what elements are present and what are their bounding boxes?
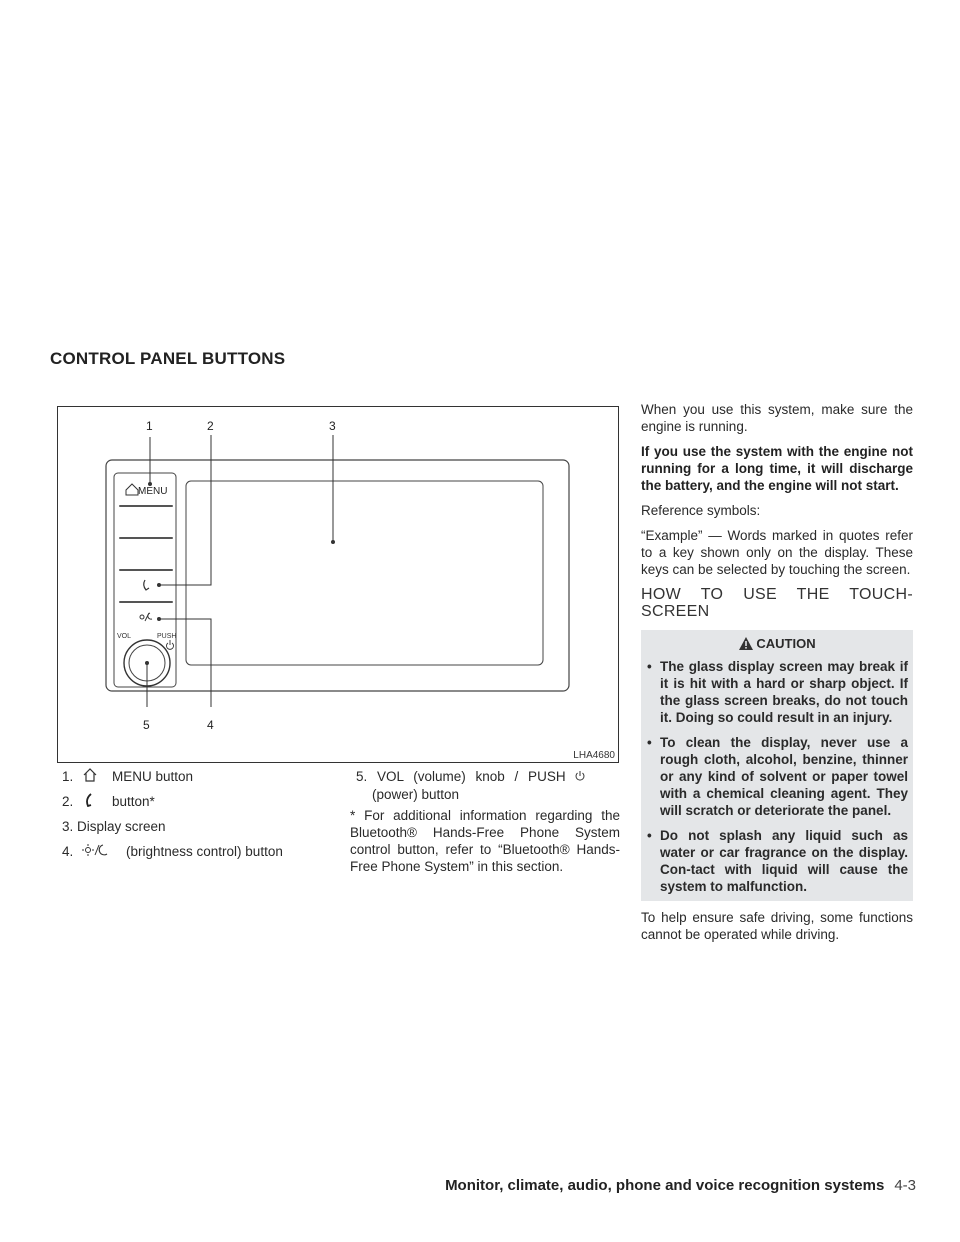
legend-item-3: 3. Display screen	[62, 819, 166, 834]
power-icon	[574, 769, 586, 786]
right-column	[641, 401, 913, 951]
control-panel-figure	[57, 406, 619, 763]
legend-item-1: 1. MENU button	[62, 768, 322, 793]
caution-item: • Do not splash any liquid such as water or car fragrance on the display. Con-tact with liquid will cause the system to malfunction.	[646, 827, 908, 895]
diagram-phone-icon	[144, 580, 149, 590]
head-unit-outline	[106, 460, 569, 691]
diagram-brightness-icon	[140, 613, 152, 621]
callout-4: 4	[207, 718, 214, 732]
legend-item-4: 4. (brightness control) button	[62, 843, 322, 868]
footer-title: Monitor, climate, audio, phone and voice recognition systems	[445, 1177, 885, 1194]
legend-item-2: 2. button*	[62, 793, 322, 818]
legend-column-2	[350, 768, 620, 875]
paragraph-example: “Example” — Words marked in quotes refer to a key shown only on the display. These keys can be selected by touching the screen.	[641, 528, 913, 577]
display-screen-outline	[186, 481, 543, 665]
touch-screen-heading: HOW TO USE THE TOUCH-SCREEN	[641, 586, 913, 620]
control-panel-diagram	[58, 407, 620, 764]
phone-icon	[82, 793, 112, 811]
callout-5: 5	[143, 718, 150, 732]
caution-item: • To clean the display, never use a rough cloth, alcohol, benzine, thinner or any kind of solvent or paper towel with a chemical cleaning agent. They will scratch or deteriorate the panel.	[646, 734, 908, 819]
push-label: PUSH	[157, 633, 177, 640]
page-number: 4-3	[894, 1177, 916, 1194]
legend-item-5: 5. VOL (volume) knob / PUSH (power) button	[350, 768, 620, 803]
paragraph-reference-symbols: Reference symbols:	[641, 503, 761, 518]
menu-label: MENU	[138, 486, 168, 497]
warning-icon	[738, 636, 754, 651]
legend-list	[62, 768, 322, 868]
callout-1: 1	[146, 419, 153, 433]
section-title: CONTROL PANEL BUTTONS	[50, 349, 286, 368]
diagram-power-icon	[167, 640, 174, 649]
paragraph-battery-warning: If you use the system with the engine not running for a long time, it will discharge the battery, and the engine will not start.	[641, 444, 913, 493]
page-footer	[445, 1177, 916, 1194]
callout-3: 3	[329, 419, 336, 433]
home-icon	[82, 768, 112, 786]
callout-2: 2	[207, 419, 214, 433]
paragraph-engine-running: When you use this system, make sure the engine is running.	[641, 402, 913, 434]
caution-box	[641, 630, 913, 901]
vol-label: VOL	[117, 633, 132, 640]
caution-item: • The glass display screen may break if it is hit with a hard or sharp object. If the glass screen breaks, do not touch it. Doing so could result in an injury.	[646, 658, 908, 726]
caution-header: CAUTION	[646, 634, 908, 658]
paragraph-safe-driving: To help ensure safe driving, some functions cannot be operated while driving.	[641, 910, 913, 942]
figure-id: LHA4680	[573, 750, 615, 761]
brightness-icon	[82, 843, 126, 861]
menu-home-icon	[126, 484, 138, 495]
footnote: * For additional information regarding the Bluetooth® Hands-Free Phone System control button, refer to “Bluetooth® Hands-Free Phone System” in this section.	[350, 808, 620, 874]
